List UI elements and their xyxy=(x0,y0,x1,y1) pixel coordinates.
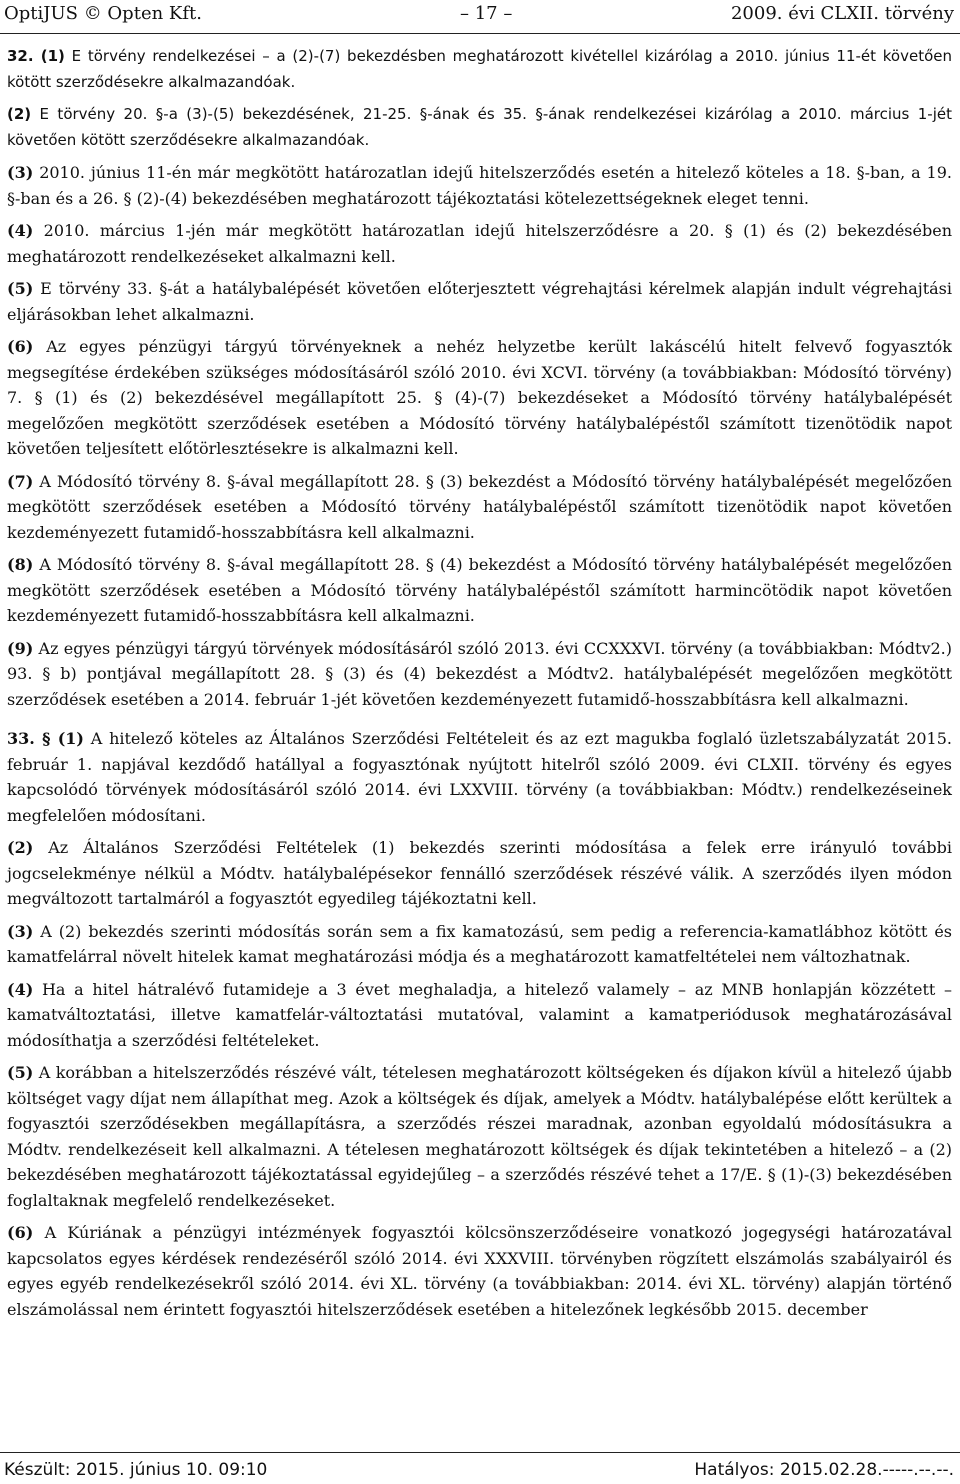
paragraph-number: (5) xyxy=(7,1063,34,1082)
paragraph-number: (2) xyxy=(7,105,32,123)
paragraph-text: A korábban a hitelszerződés részévé vált, tételesen meghatározott költségeken és díjakon kívül a hitelező újabb költséget vagy díjat nem állapíthat meg. Azok a költségek és díjak, amelyek a Módtv. hatálybalépése előtt kerültek a fogyasztói szerződésekben megállapításra, a szerződés részei maradnak, azonban egyoldalú módosításukra a Módtv. rendelkezéseit kell alkalmazni. A tételesen meghatározott költségek és díjak tekintetében a hitelező – a (2) bekezdésében meghatározott tájékoztatással egyidejűleg – a szerződés részévé tehet a 17/E. § (1)-(3) bekezdésében foglaltaknak megfelelő rendelkezéseket. xyxy=(7,1063,952,1210)
paragraph-text: E törvény 33. §-át a hatálybalépését követően előterjesztett végrehajtási kérelmek alapján indult végrehajtási eljárásokban lehet alkalmazni. xyxy=(7,279,952,324)
paragraph-number: (6) xyxy=(7,1223,34,1242)
paragraph-text: Az egyes pénzügyi tárgyú törvényeknek a nehéz helyzetbe került lakáscélú hitelt felvevő fogyasztók megsegítése érdekében szükséges módosításáról szóló 2010. évi XCVI. törvény (a továbbiakban: Módosító törvény) 7. § (1) és (2) bekezdésével megállapított 25. § (4)-(7) bekezdéseket a Módosító törvény hatálybalépését megelőzően megkötött szerződések esetében a Módosító törvény hatálybalépéstől számított tizenötödik napot követően teljesített előtörlesztésekre is alkalmazni kell. xyxy=(7,337,952,458)
header-divider xyxy=(0,33,960,34)
footer-divider xyxy=(0,1452,960,1453)
paragraph-text: 2010. június 11-én már megkötött határozatlan idejű hitelszerződés esetén a hitelező köteles a 18. §-ban, a 19. §-ban és a 26. § (2)-(4) bekezdésében meghatározott tájékoztatási kötelezettségeknek eleget tenni. xyxy=(7,163,952,208)
paragraph-number: (4) xyxy=(7,979,34,999)
paragraph-number: 33. § (1) xyxy=(7,729,84,748)
paragraph xyxy=(7,102,952,153)
paragraph xyxy=(7,835,952,912)
paragraph-number: (3) xyxy=(7,163,34,182)
paragraph-number: (6) xyxy=(7,337,34,356)
paragraph xyxy=(7,160,952,211)
paragraph-number: (8) xyxy=(7,555,34,574)
paragraph xyxy=(7,552,952,629)
paragraph xyxy=(7,276,952,327)
paragraph xyxy=(7,919,952,970)
paragraph xyxy=(7,44,952,95)
paragraph xyxy=(7,334,952,462)
paragraph-text: A (2) bekezdés szerinti módosítás során sem a fix kamatozású, sem pedig a referencia-kamatlábhoz kötött és kamatfelárral növelt hitelek kamat meghatározási módja és a meghatározott kamatfeltételei nem változhatnak. xyxy=(7,921,952,966)
paragraph-number: (3) xyxy=(7,921,34,941)
paragraph-text: 2010. március 1-jén már megkötött határozatlan idejű hitelszerződésre a 20. § (1) és (2) bekezdésében meghatározott rendelkezéseket alkalmazni kell. xyxy=(7,221,952,266)
paragraph-number: (9) xyxy=(7,638,34,658)
paragraph xyxy=(7,469,952,546)
page-number: – 17 – xyxy=(460,3,513,24)
paragraph xyxy=(7,726,952,828)
paragraph-number: (5) xyxy=(7,279,34,298)
paragraph-text: E törvény rendelkezései – a (2)-(7) bekezdésben meghatározott kivétellel kizárólag a 2010. június 11-ét követően kötött szerződésekre alkalmazandóak. xyxy=(7,47,952,91)
paragraph-text: Az egyes pénzügyi tárgyú törvények módosításáról szóló 2013. évi CCXXXVI. törvény (a továbbiakban: Módtv2.) 93. § b) pontjával megállapított 28. § (3) és (4) bekezdést a Módtv2. hatálybalépését megelőzően megkötött szerződések esetében a 2014. február 1-jét követően kezdeményezett futamidő-hosszabbításra kell alkalmazni. xyxy=(7,638,952,709)
paragraph xyxy=(7,636,952,713)
paragraph-number: (7) xyxy=(7,471,34,491)
paragraph-text: A Módosító törvény 8. §-ával megállapított 28. § (4) bekezdést a Módosító törvény hatálybalépését megelőzően megkötött szerződések esetében a Módosító törvény hatálybalépéstől számított harmincötödik napot követően kezdeményezett futamidő-hosszabbításra kell alkalmazni. xyxy=(7,555,952,625)
paragraph-text: A Kúriának a pénzügyi intézmények fogyasztói kölcsönszerződéseire vonatkozó jogegységi határozatával kapcsolatos egyes kérdések rendezéséről szóló 2014. évi XXXVIII. törvényben rögzített elszámolás szabályairól és egyes egyéb rendelkezésekről szóló 2014. évi XL. törvény (a továbbiakban: 2014. évi XL. törvény) alapján történő elszámolással nem érintett fogyasztói hitelszerződések esetében a hitelezőnek legkésőbb 2015. december xyxy=(7,1223,952,1319)
paragraph-text: A hitelező köteles az Általános Szerződési Feltételeit és az ezt magukba foglaló üzletszabályzatát 2015. február 1. napjával kezdődő hatállyal a fogyasztónak nyújtott hitelről szóló 2009. évi CLXII. törvény és egyes kapcsolódó törvények módosításáról szóló 2014. évi LXXVIII. törvény (a továbbiakban: Módtv.) rendelkezéseinek megfelelően módosítani. xyxy=(7,729,952,825)
publisher-label: OptiJUS © Opten Kft. xyxy=(4,3,202,24)
page-footer xyxy=(0,1458,960,1484)
paragraph xyxy=(7,1220,952,1322)
paragraph-text: E törvény 20. §-a (3)-(5) bekezdésének, 21-25. §-ának és 35. §-ának rendelkezései kizárólag a 2010. március 1-jét követően kötött szerződésekre alkalmazandóak. xyxy=(7,105,952,149)
paragraph xyxy=(7,977,952,1054)
paragraph-number: (4) xyxy=(7,221,34,240)
paragraph-text: Az Általános Szerződési Feltételek (1) bekezdés szerinti módosítása a felek erre irányuló további jogcselekménye nélkül a Módtv. hatálybalépésekor fennálló szerződések részévé válik. A szerződés ilyen módon megváltozott tartalmáról a fogyasztót egyedileg tájékoztatni kell. xyxy=(7,838,952,908)
created-timestamp: Készült: 2015. június 10. 09:10 xyxy=(4,1460,268,1480)
paragraph-text: Ha a hitel hátralévő futamideje a 3 évet meghaladja, a hitelező valamely – az MNB honlapján közzétett – kamatváltoztatási, illetve kamatfelár-változtatási mutatóval, valamint a kamatperiódusok meghatározásával módosíthatja a szerződési feltételeket. xyxy=(7,979,952,1050)
paragraph-text: A Módosító törvény 8. §-ával megállapított 28. § (3) bekezdést a Módosító törvény hatálybalépését megelőzően megkötött szerződések esetében a Módosító törvény hatálybalépéstől számított tizenötödik napot követően kezdeményezett futamidő-hosszabbításra kell alkalmazni. xyxy=(7,471,952,542)
paragraph xyxy=(7,1060,952,1213)
effective-date: Hatályos: 2015.02.28.-----.--.--. xyxy=(694,1460,954,1480)
paragraph-number: (2) xyxy=(7,838,34,857)
paragraph-number: 32. (1) xyxy=(7,47,65,65)
paragraph xyxy=(7,218,952,269)
document-body xyxy=(7,44,952,1329)
law-title: 2009. évi CLXII. törvény xyxy=(730,3,954,24)
